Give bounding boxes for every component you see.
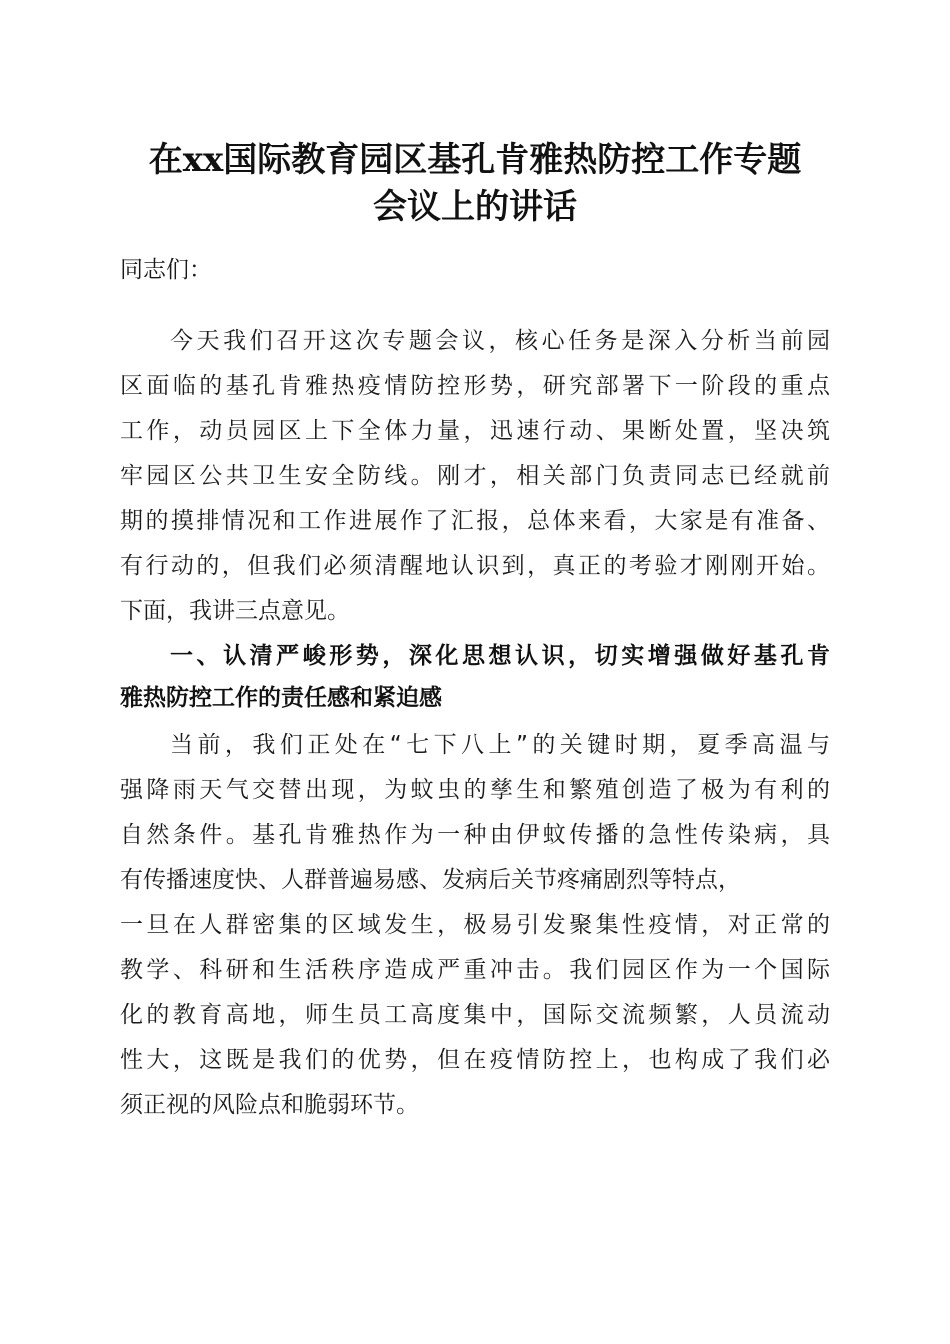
salutation: 同志们： [120, 257, 212, 283]
section-heading-1-line: 雅热防控工作的责任感和紧迫感 [120, 685, 442, 711]
paragraph-2-line: 性大，这既是我们的优势，但在疫情防控上，也构成了我们必 [120, 1047, 830, 1073]
paragraph-2-line: 化的教育高地，师生员工高度集中，国际交流频繁，人员流动 [120, 1002, 830, 1028]
paragraph-1-line: 牢园区公共卫生安全防线。刚才，相关部门负责同志已经就前 [120, 463, 830, 489]
paragraph-2-line: 强降雨天气交替出现，为蚊虫的孳生和繁殖创造了极为有利的 [120, 777, 830, 803]
section-heading-1-line: 一、认清严峻形势，深化思想认识，切实增强做好基孔肯 [170, 643, 830, 669]
paragraph-2-line: 有传播速度快、人群普遍易感、发病后关节疼痛剧烈等特点， [120, 867, 741, 893]
paragraph-2-line: 教学、科研和生活秩序造成严重冲击。我们园区作为一个国际 [120, 957, 830, 983]
paragraph-2-line: 当前，我们正处在“七下八上”的关键时期，夏季高温与 [170, 732, 830, 758]
paragraph-1-line: 有行动的，但我们必须清醒地认识到，真正的考验才刚刚开始。 [120, 553, 830, 579]
paragraph-1-line: 工作，动员园区上下全体力量，迅速行动、果断处置，坚决筑 [120, 418, 830, 444]
paragraph-2-line: 自然条件。基孔肯雅热作为一种由伊蚊传播的急性传染病，具 [120, 822, 830, 848]
paragraph-1-line: 下面，我讲三点意见。 [120, 598, 350, 624]
paragraph-2-line: 一旦在人群密集的区域发生，极易引发聚集性疫情，对正常的 [120, 912, 830, 938]
paragraph-2-line: 须正视的风险点和脆弱环节。 [120, 1092, 419, 1118]
paragraph-1-line: 期的摸排情况和工作进展作了汇报，总体来看，大家是有准备、 [120, 508, 830, 534]
paragraph-1-line: 今天我们召开这次专题会议，核心任务是深入分析当前园 [170, 328, 830, 354]
document-title-line-1: 在xx国际教育园区基孔肯雅热防控工作专题 [148, 140, 802, 180]
paragraph-1-line: 区面临的基孔肯雅热疫情防控形势，研究部署下一阶段的重点 [120, 373, 830, 399]
document-title-line-2: 会议上的讲话 [373, 187, 577, 227]
